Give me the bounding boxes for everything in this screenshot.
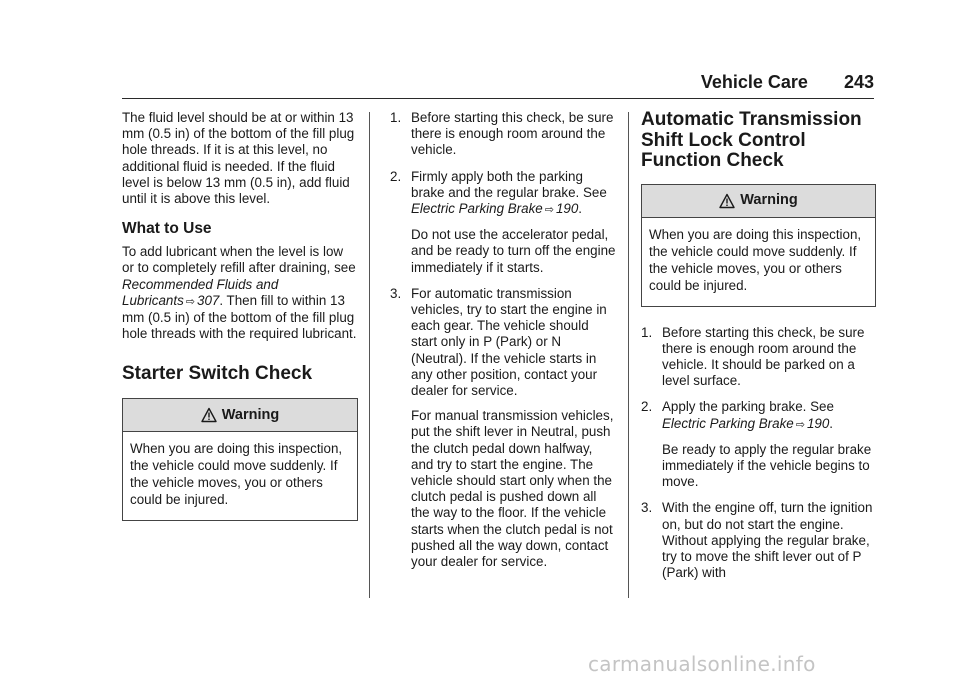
list-item: 3. With the engine off, turn the ignition on, but do not start the engine. Without applying the regular brake, try to move the shift lever out of P (Park) with [641, 500, 873, 581]
watermark: carmanualsonline.info [588, 652, 816, 676]
what-to-use-heading: What to Use [122, 220, 212, 238]
xref-electric-parking-brake[interactable]: Electric Parking Brake [411, 201, 543, 217]
warning-header [123, 399, 357, 432]
warning-title: Warning [221, 407, 280, 424]
list-item: 1. Before starting this check, be sure there is enough room around the vehicle. It should be parked on a level surface. [641, 324, 865, 389]
page-ref-arrow-icon: ⇨ [544, 204, 554, 217]
warning-text: When you are doing this inspection, the vehicle could move suddenly. If the vehicle moves, you or others could be injured. [130, 441, 343, 508]
header-rule [122, 98, 874, 99]
page-header [122, 72, 874, 98]
section-title: Vehicle Care [700, 72, 808, 92]
warning-triangle-icon [201, 407, 217, 423]
page-ref-arrow-icon: ⇨ [795, 418, 805, 431]
column-divider-1 [369, 112, 370, 598]
xref-recommended-fluids[interactable]: Recommended Fluids and Lubricants [122, 276, 279, 308]
xref-page-190[interactable]: 190 [806, 415, 830, 431]
what-to-use-paragraph: To add lubricant when the level is low or to completely refill after draining, see Recommended Fluids and Lubricants ⇨ 307. Then fill to within 13 mm (0.5 in) of the bottom of the fill plug hole threads with the required lubricant. [122, 244, 357, 342]
column-2 [390, 110, 618, 580]
column-divider-2 [628, 112, 629, 598]
starter-check-steps [390, 110, 618, 570]
column-3 [641, 110, 876, 591]
shift-lock-heading: Automatic Transmission Shift Lock Control Function Check [641, 109, 862, 171]
fluid-level-paragraph: The fluid level should be at or within 13 mm (0.5 in) of the bottom of the fill plug hole threads. If it is at this level, no additional fluid is needed. If the fluid level is below 13 mm (0.5 in), add fluid until it is above this level. [122, 110, 355, 207]
page-ref-arrow-icon: ⇨ [185, 295, 196, 308]
xref-electric-parking-brake[interactable]: Electric Parking Brake [662, 415, 794, 431]
list-item: 2. Firmly apply both the parking brake and the regular brake. See Electric Parking Brake ⇨ 190. Do not use the accelerator pedal, and be ready to turn off the engine immediately if it starts. [390, 168, 616, 275]
page-number: 243 [843, 72, 874, 92]
list-item: 2. Apply the parking brake. See Electric Parking Brake ⇨ 190. Be ready to apply the regular brake immediately if the vehicle begins to move. [641, 399, 872, 490]
warning-header [642, 185, 875, 218]
list-item: 3. For automatic transmission vehicles, try to start the engine in each gear. The vehicle should start only in P (Park) or N (Neutral). If the vehicle starts in any other position, contact your dealer for service. For manual transmission vehicles, put the shift lever in Neutral, push the clutch pedal down halfway, and try to start the engine. The vehicle should start only when the clutch pedal is pushed down all the way to the floor. If the vehicle starts when the clutch pedal is not pushed all the way down, contact your dealer for service. [390, 285, 614, 570]
warning-title: Warning [740, 192, 798, 209]
list-item: 1. Before starting this check, be sure there is enough room around the vehicle. [390, 110, 614, 158]
warning-box [122, 398, 358, 521]
starter-switch-heading: Starter Switch Check [122, 363, 313, 385]
warning-triangle-icon [719, 193, 735, 209]
warning-box [641, 184, 876, 307]
warning-text: When you are doing this inspection, the vehicle could move suddenly. If the vehicle moves, you or others could be injured. [649, 226, 862, 293]
shift-lock-steps [641, 325, 876, 582]
xref-page-307[interactable]: 307 [197, 292, 220, 308]
xref-page-190[interactable]: 190 [555, 201, 579, 217]
column-1 [122, 110, 358, 521]
